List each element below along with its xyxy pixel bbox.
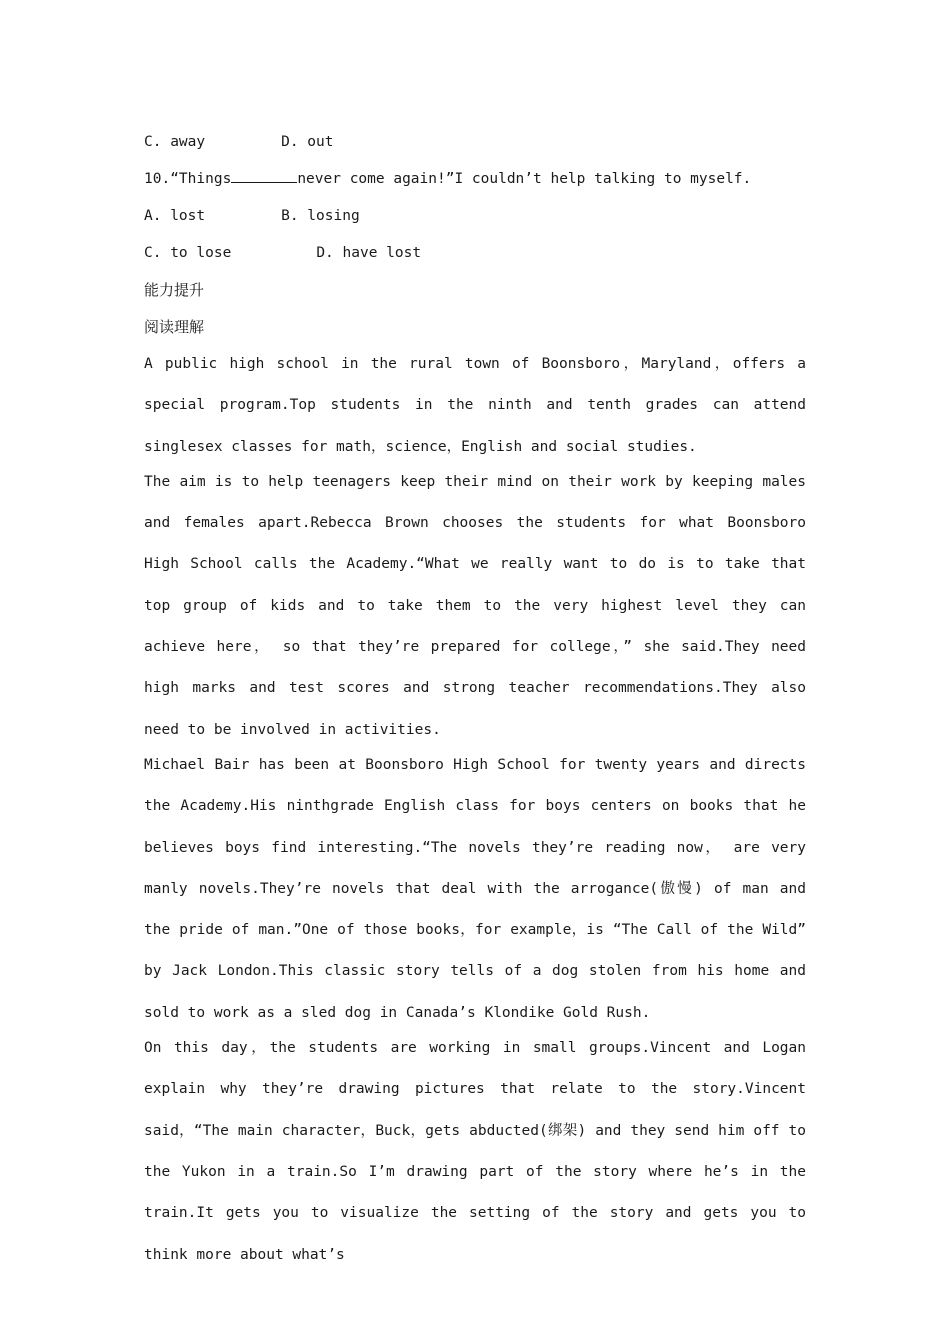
option-d: D. have lost [316, 245, 422, 261]
passage-paragraph-3: Michael Bair has been at Boonsboro High School for twenty years and directs the Academy.His ninthgrade English class for boys centers on books that he believes boys find interesting.“The novels they’re reading now， are very manly novels.They’re novels that deal with the arrogance(傲慢) of man and the pride of man.”One of those books，for example，is “The Call of the Wild” by Jack London.This classic story tells of a dog stolen from his home and sold to work as a sled dog in Canada’s Klondike Gold Rush. [144, 756, 806, 1021]
option-c: C. away [144, 134, 206, 150]
option-c: C. to lose [144, 245, 232, 261]
section-title: 能力提升 [144, 281, 205, 299]
option-d: D. out [281, 134, 334, 150]
passage-paragraph-1: A public high school in the rural town of Boonsboro，Maryland，offers a special program.Top students in the ninth and tenth grades can attend singlesex classes for math，science，English and social studies. [144, 356, 806, 455]
question-10-prefix: 10.“Things [144, 171, 232, 187]
question-10 [144, 161, 806, 198]
option-a: A. lost [144, 208, 206, 224]
q10-options-row-1 [144, 198, 806, 235]
passage-paragraph-4: On this day，the students are working in small groups.Vincent and Logan explain why they’re drawing pictures that relate to the story.Vincent said，“The main character，Buck，gets abducted(绑架) and they send him off to the Yukon in a train.So I’m drawing part of the story where he’s in the train.It gets you to visualize the setting of the story and gets you to think more about what’s [144, 1040, 806, 1263]
document-page [144, 124, 806, 1276]
question-10-suffix: never come again!”I couldn’t help talking to myself. [297, 171, 752, 187]
q10-options-row-2 [144, 235, 806, 272]
option-b: B. losing [281, 208, 360, 224]
passage-paragraph-2: The aim is to help teenagers keep their mind on their work by keeping males and females apart.Rebecca Brown chooses the students for what Boonsboro High School calls the Academy.“What we really want to do is to take that top group of kids and to take them to the very highest level they can achieve here， so that they’re prepared for college，” she said.They need high marks and test scores and strong teacher recommendations.They also need to be involved in activities. [144, 473, 806, 738]
answer-blank [231, 170, 297, 183]
subsection-title: 阅读理解 [144, 318, 205, 336]
q9-options-row [144, 124, 806, 161]
